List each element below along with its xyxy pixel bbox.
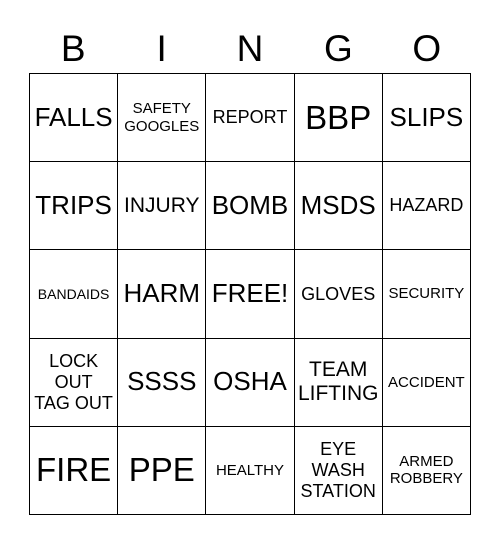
bingo-cell[interactable]: HEALTHY [206, 427, 294, 515]
bingo-cell[interactable]: BOMB [206, 162, 294, 250]
bingo-cell[interactable]: HARM [118, 250, 206, 338]
bingo-cell[interactable]: ARMED ROBBERY [383, 427, 471, 515]
bingo-cell[interactable]: SAFETY GOOGLES [118, 74, 206, 162]
bingo-cell[interactable]: FALLS [30, 74, 118, 162]
bingo-cell[interactable]: SLIPS [383, 74, 471, 162]
bingo-cell[interactable]: EYE WASH STATION [295, 427, 383, 515]
bingo-cell[interactable]: OSHA [206, 339, 294, 427]
bingo-cell[interactable]: ACCIDENT [383, 339, 471, 427]
header-letter-i: I [156, 28, 167, 69]
bingo-cell[interactable]: SECURITY [383, 250, 471, 338]
bingo-cell[interactable]: REPORT [206, 74, 294, 162]
bingo-cell[interactable]: INJURY [118, 162, 206, 250]
bingo-cell[interactable]: PPE [118, 427, 206, 515]
bingo-cell[interactable]: TRIPS [30, 162, 118, 250]
header-letter-o: O [412, 28, 442, 69]
bingo-cell[interactable]: HAZARD [383, 162, 471, 250]
header-letter-b: B [60, 28, 86, 69]
bingo-board [29, 73, 471, 515]
bingo-cell[interactable]: FIRE [30, 427, 118, 515]
bingo-cell[interactable]: BANDAIDS [30, 250, 118, 338]
header-letter-g: G [324, 28, 353, 69]
free-space[interactable]: FREE! [206, 250, 294, 338]
bingo-cell[interactable]: SSSS [118, 339, 206, 427]
bingo-header [29, 24, 471, 74]
bingo-cell[interactable]: TEAM LIFTING [295, 339, 383, 427]
bingo-cell[interactable]: BBP [295, 74, 383, 162]
bingo-cell[interactable]: MSDS [295, 162, 383, 250]
header-letter-n: N [236, 28, 264, 69]
bingo-cell[interactable]: GLOVES [295, 250, 383, 338]
bingo-cell[interactable]: LOCK OUT TAG OUT [30, 339, 118, 427]
